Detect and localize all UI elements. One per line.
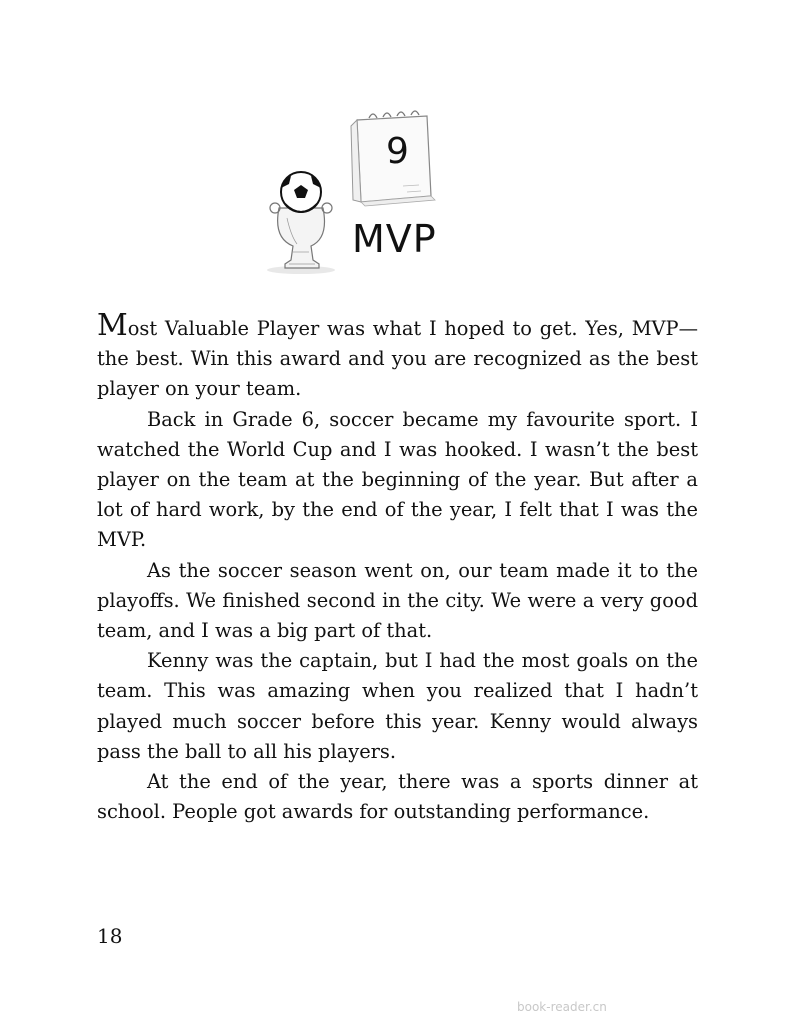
soccer-ball-icon xyxy=(281,172,321,212)
chapter-number: 9 xyxy=(386,131,409,172)
watermark: book-reader.cn xyxy=(517,1000,607,1014)
paragraph xyxy=(97,308,698,405)
paragraph: As the soccer season went on, our team made it to the playoffs. We finished second in the city. We were a very good team, and I was a big part of that. xyxy=(97,558,698,643)
trophy-icon xyxy=(263,168,345,276)
paragraph-text: ost Valuable Player was what I hoped to get. Yes, MVP—the best. Win this award and you are recognized as the best player on your team. xyxy=(97,317,698,401)
paragraph: Kenny was the captain, but I had the most goals on the team. This was amazing when you realized that I hadn’t played much soccer before this year. Kenny would always pass the ball to all his players. xyxy=(97,649,698,763)
chapter-title: MVP xyxy=(352,217,437,261)
chapter-body xyxy=(97,308,698,827)
paragraph: At the end of the year, there was a sports dinner at school. People got awards for outstanding performance. xyxy=(97,770,698,824)
drop-cap: M xyxy=(97,308,128,343)
paragraph: Back in Grade 6, soccer became my favourite sport. I watched the World Cup and I was hooked. I wasn’t the best player on the team at the beginning of the year. But after a lot of hard work, by the end of the year, I felt that I was the MVP. xyxy=(97,407,698,552)
page-number: 18 xyxy=(97,924,123,948)
